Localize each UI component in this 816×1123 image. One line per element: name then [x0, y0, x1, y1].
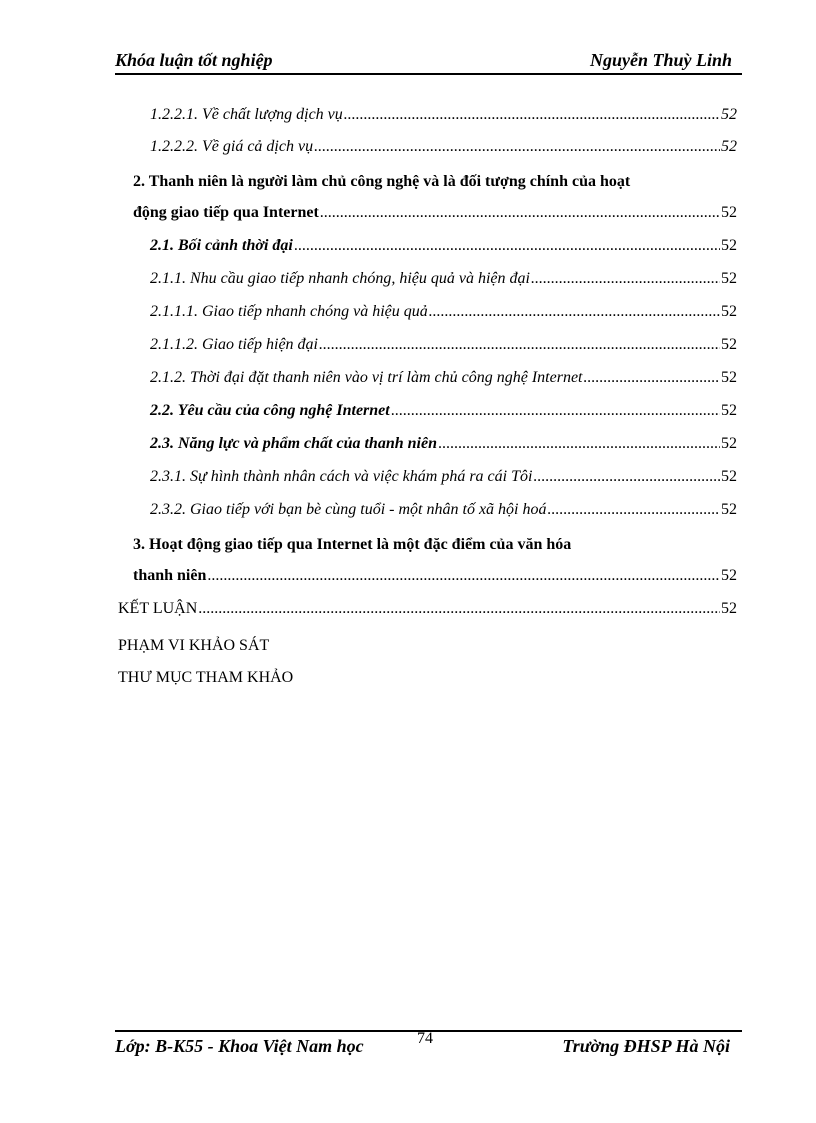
section-scope: PHẠM VI KHẢO SÁT	[118, 637, 270, 654]
toc-entry: 2.1. Bối cảnh thời đại ..... 52	[150, 237, 737, 261]
toc-entry-heading: 3. Hoạt động giao tiếp qua Internet là một đặc điểm của văn hóa	[133, 536, 572, 553]
page-footer	[115, 1030, 742, 1064]
header-thesis-title: Khóa luận tốt nghiệp	[115, 50, 273, 70]
toc-entry-heading: 2. Thanh niên là người làm chủ công nghệ và là đối tượng chính của hoạt	[133, 173, 631, 190]
toc-entry: 2.2. Yêu cầu của công nghệ Internet ..... 52	[150, 402, 737, 426]
toc-entry: 2.3.1. Sự hình thành nhân cách và việc khám phá ra cái Tôi ..... 52	[150, 468, 737, 492]
toc-entry: 1.2.2.2. Về giá cả dịch vụ ..... 52	[150, 138, 737, 162]
page-header	[115, 46, 742, 72]
toc-entry: động giao tiếp qua Internet ..... 52	[133, 204, 737, 228]
header-rule	[115, 73, 742, 75]
header-author: Nguyễn Thuỳ Linh	[589, 50, 732, 70]
section-references: THƯ MỤC THAM KHẢO	[118, 669, 294, 686]
toc-entry: 2.1.1. Nhu cầu giao tiếp nhanh chóng, hiệu quả và hiện đại ..... 52	[150, 270, 737, 294]
toc-entry: 2.1.1.1. Giao tiếp nhanh chóng và hiệu quả ..... 52	[150, 303, 737, 327]
footer-class: Lớp: B-K55 - Khoa Việt Nam học	[115, 1036, 364, 1056]
toc-entry: 2.1.2. Thời đại đặt thanh niên vào vị trí làm chủ công nghệ Internet ..... 52	[150, 369, 737, 393]
toc-entry: 2.1.1.2. Giao tiếp hiện đại ..... 52	[150, 336, 737, 360]
toc-entry: 1.2.2.1. Về chất lượng dịch vụ ..... 52	[150, 106, 737, 130]
toc-entry: 2.3.2. Giao tiếp với bạn bè cùng tuổi - một nhân tố xã hội hoá ..... 52	[150, 501, 737, 525]
footer-university: Trường ĐHSP Hà Nội	[562, 1036, 730, 1056]
toc-entry: thanh niên ..... 52	[133, 567, 737, 591]
page-number: 74	[417, 1030, 433, 1047]
toc-entry: 2.3. Năng lực và phẩm chất của thanh niên ..... 52	[150, 435, 737, 459]
toc-entry: KẾT LUẬN ..... 52	[118, 600, 737, 624]
